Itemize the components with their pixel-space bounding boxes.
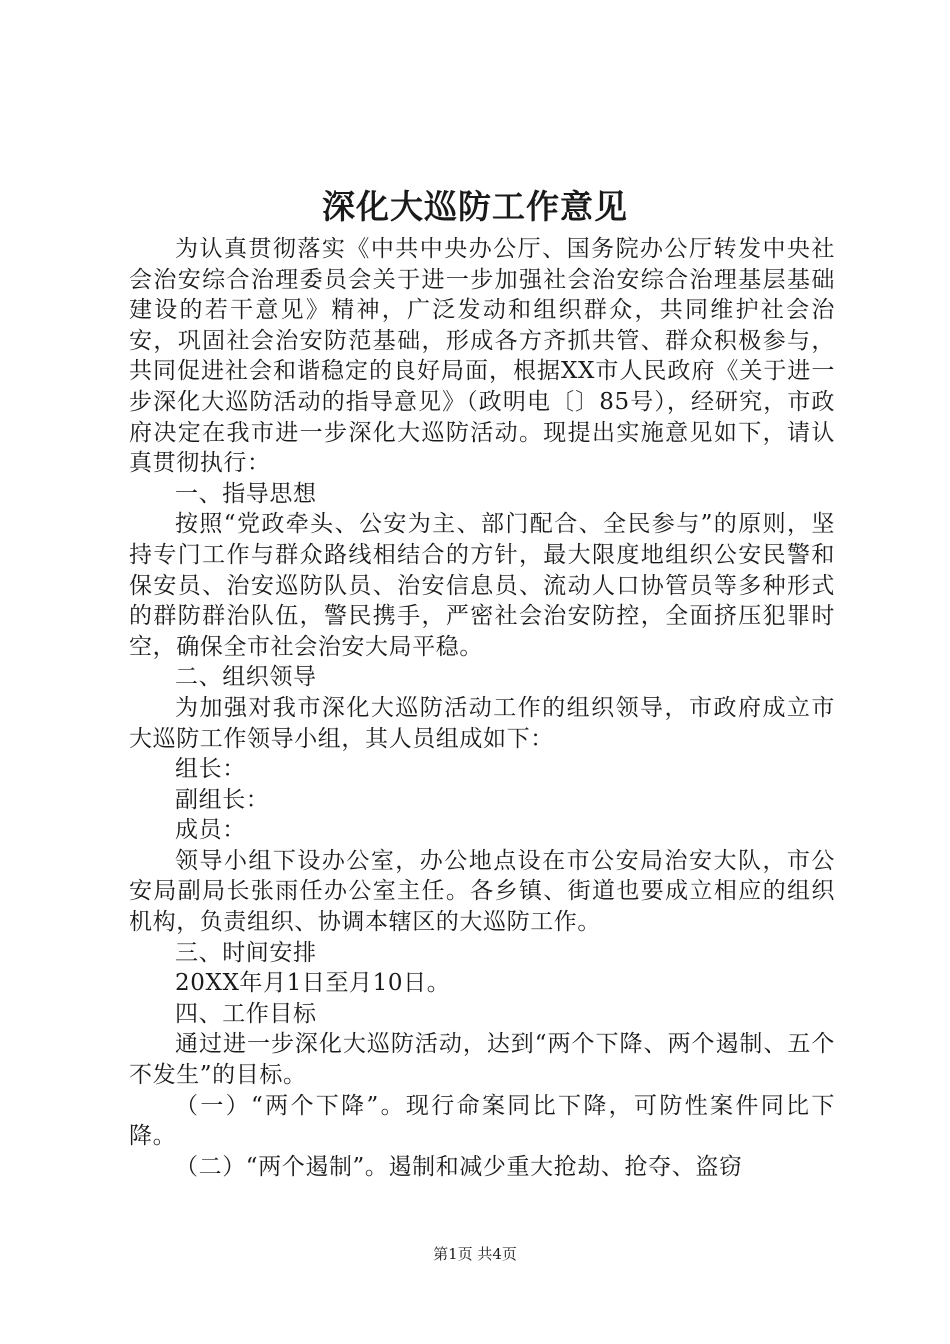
paragraph-intro: 为认真贯彻落实《中共中央办公厅、国务院办公厅转发中央社会治安综合治理委员会关于进一步加强社会治安综合治理基层基础建设的若干意见》精神，广泛发动和组织群众，共同维护社会治安，巩固社会治安防范基础，形成各方齐抓共管、群众积极参与，共同促进社会和谐稳定的良好局面，根据XX市人民政府《关于进一步深化大巡防活动的指导意见》（政明电〔〕85号），经研究，市政府决定在我市进一步深化大巡防活动。现提出实施意见如下，请认真贯彻执行： (129, 236, 835, 477)
paragraph-guiding-thought: 按照“党政牵头、公安为主、部门配合、全民参与”的原则，坚持专门工作与群众路线相结合的方针，最大限度地组织公安民警和保安员、治安巡防队员、治安信息员、流动人口协管员等多种形式的群防群治队伍，警民携手，严密社会治安防控，全面挤压犯罪时空，确保全市社会治安大局平稳。 (129, 511, 835, 660)
document-title: 深化大巡防工作意见 (322, 187, 628, 226)
item-members: 成员： (175, 817, 246, 844)
section-heading-schedule: 三、时间安排 (175, 939, 317, 966)
item-deputy-leader: 副组长： (175, 786, 270, 813)
document-body (129, 234, 835, 1182)
paragraph-goals: 通过进一步深化大巡防活动，达到“两个下降、两个遏制、五个不发生”的目标。 (129, 1031, 835, 1089)
paragraph-organization: 为加强对我市深化大巡防活动工作的组织领导，市政府成立市大巡防工作领导小组，其人员组成如下： (129, 694, 835, 752)
paragraph-office: 领导小组下设办公室，办公地点设在市公安局治安大队，市公安局副局长张雨任办公室主任。各乡镇、街道也要成立相应的组织机构，负责组织、协调本辖区的大巡防工作。 (129, 847, 835, 936)
page-number-footer: 第1页 共4页 (433, 1245, 517, 1263)
item-group-leader: 组长： (175, 756, 246, 783)
paragraph-goal-one: （一）“两个下降”。现行命案同比下降，可防性案件同比下降。 (129, 1092, 835, 1150)
paragraph-goal-two: （二）“两个遏制”。遏制和减少重大抢劫、抢夺、盗窃 (175, 1153, 743, 1180)
section-heading-goals: 四、工作目标 (175, 1000, 317, 1027)
section-heading-guiding-thought: 一、指导思想 (175, 480, 317, 507)
paragraph-schedule: 20XX年月1日至月10日。 (175, 970, 451, 997)
section-heading-organization: 二、组织领导 (175, 664, 317, 691)
